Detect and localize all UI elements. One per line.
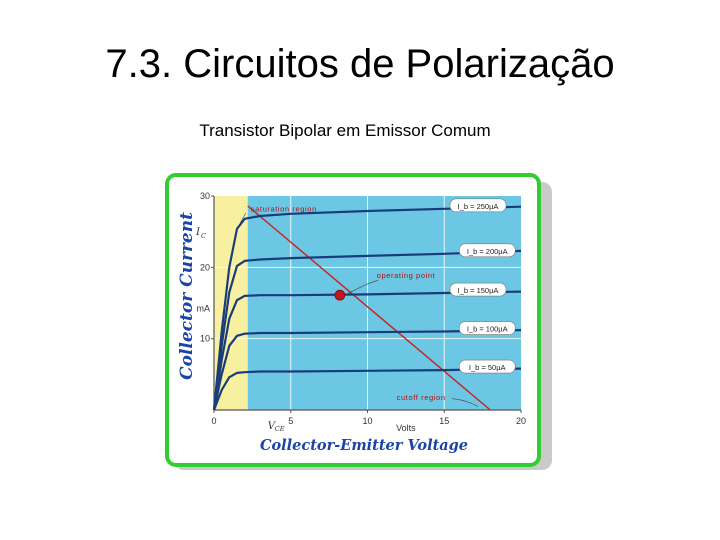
series-label: I_b = 50µA bbox=[468, 363, 506, 373]
chart-svg bbox=[164, 172, 554, 472]
y-tick-label: 10 bbox=[199, 333, 210, 344]
y-symbol-label: I bbox=[196, 227, 200, 239]
y-tick-label: 20 bbox=[199, 262, 210, 273]
x-tick-label: 15 bbox=[439, 416, 450, 426]
series-label: I_b = 150µA bbox=[457, 286, 499, 296]
y-tick-label: 30 bbox=[199, 191, 210, 201]
slide-subtitle: Transistor Bipolar em Emissor Comum bbox=[199, 121, 491, 140]
x-tick-label: 20 bbox=[515, 416, 527, 426]
slide-title: 7.3. Circuitos de Polarização bbox=[105, 42, 615, 86]
y-symbol-subscript: C bbox=[201, 232, 206, 241]
x-symbol-subscript: CE bbox=[274, 425, 285, 433]
operating-point-label: operating point bbox=[376, 271, 436, 281]
x-axis-title: Collector-Emitter Voltage bbox=[259, 437, 469, 454]
y-axis-title: Collector Current bbox=[177, 212, 197, 380]
x-tick-label: 0 bbox=[211, 416, 217, 426]
cutoff-region-label: cutoff region bbox=[396, 393, 446, 403]
x-tick-label: 10 bbox=[362, 416, 373, 426]
y-unit-label: mA bbox=[196, 303, 210, 314]
x-unit-label: Volts bbox=[396, 423, 416, 433]
x-tick-label: 5 bbox=[288, 416, 294, 426]
transistor-characteristic-chart bbox=[164, 172, 554, 472]
plot-area bbox=[195, 191, 526, 433]
series-label: I_b = 200µA bbox=[466, 246, 508, 256]
operating-point-marker bbox=[335, 290, 345, 300]
saturation-region-label: saturation region bbox=[250, 204, 317, 214]
series-label: I_b = 250µA bbox=[457, 201, 499, 211]
x-symbol-label: V bbox=[267, 421, 275, 432]
series-label: I_b = 100µA bbox=[466, 324, 508, 334]
